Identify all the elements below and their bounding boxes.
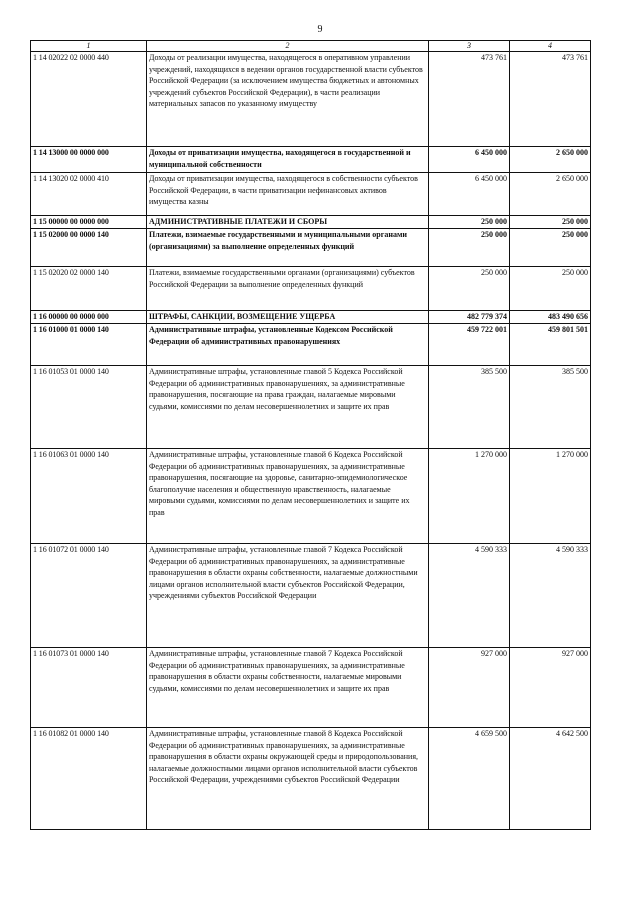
row-amount-2: 2 650 000 [510,147,591,173]
row-name: Доходы от приватизации имущества, находящегося в государственной и муниципальной собственности [147,147,429,173]
row-amount-2: 1 270 000 [510,449,591,544]
row-name: АДМИНИСТРАТИВНЫЕ ПЛАТЕЖИ И СБОРЫ [147,216,429,229]
column-header-name: 2 [147,41,429,52]
row-code: 1 16 01073 01 0000 140 [31,648,147,728]
row-name: Доходы от приватизации имущества, находящегося в собственности субъектов Российской Федерации, в части приватизации нефинансовых активов имущества казны [147,173,429,216]
row-code: 1 15 00000 00 0000 000 [31,216,147,229]
table-header-row [31,41,591,52]
column-header-amount-1: 3 [429,41,510,52]
row-name: Доходы от реализации имущества, находящегося в оперативном управлении учреждений, находящихся в ведении органов государственной власти субъектов Российской Федерации (за исключением имущества бюджетных и автономных учреждений субъектов Российской Федерации), в части реализации материальных запасов по указанному имуществу [147,52,429,147]
table-row [31,267,591,311]
row-amount-1: 482 779 374 [429,311,510,324]
row-amount-2: 483 490 656 [510,311,591,324]
table-row [31,147,591,173]
row-amount-1: 1 270 000 [429,449,510,544]
row-amount-1: 4 659 500 [429,728,510,830]
row-code: 1 16 01053 01 0000 140 [31,366,147,449]
table-row [31,229,591,267]
row-amount-1: 6 450 000 [429,147,510,173]
row-amount-1: 250 000 [429,267,510,311]
row-code: 1 16 01082 01 0000 140 [31,728,147,830]
row-name: Административные штрафы, установленные главой 8 Кодекса Российской Федерации об административных правонарушениях, за административные правонарушения в области охраны окружающей среды и природопользования, налагаемые должностными лицами органов исполнительной власти субъектов Российской Федерации, учреждениями субъектов Российской Федерации [147,728,429,830]
table-row [31,324,591,366]
column-header-amount-2: 4 [510,41,591,52]
row-name: Административные штрафы, установленные главой 7 Кодекса Российской Федерации об административных правонарушениях, за административные правонарушения в области охраны собственности, налагаемые мировыми судьями, комиссиями по делам несовершеннолетних и защите их прав [147,648,429,728]
table-row [31,216,591,229]
row-amount-2: 250 000 [510,216,591,229]
row-name: Административные штрафы, установленные главой 6 Кодекса Российской Федерации об административных правонарушениях, за административные правонарушения, посягающие на здоровье, санитарно-эпидемиологическое благополучие населения и общественную нравственность, налагаемые мировыми судьями, комиссиями по делам несовершеннолетних и защите их прав [147,449,429,544]
row-code: 1 15 02000 00 0000 140 [31,229,147,267]
row-name: Административные штрафы, установленные Кодексом Российской Федерации об административных правонарушениях [147,324,429,366]
column-header-code: 1 [31,41,147,52]
row-amount-2: 250 000 [510,267,591,311]
row-amount-1: 4 590 333 [429,544,510,648]
row-code: 1 14 13000 00 0000 000 [31,147,147,173]
row-amount-1: 250 000 [429,216,510,229]
row-name: Платежи, взимаемые государственными органами (организациями) субъектов Российской Федерации за выполнение определенных функций [147,267,429,311]
row-code: 1 16 01063 01 0000 140 [31,449,147,544]
row-name: ШТРАФЫ, САНКЦИИ, ВОЗМЕЩЕНИЕ УЩЕРБА [147,311,429,324]
table-row [31,52,591,147]
row-amount-2: 4 590 333 [510,544,591,648]
row-amount-2: 473 761 [510,52,591,147]
row-name: Административные штрафы, установленные главой 7 Кодекса Российской Федерации об административных правонарушениях, за административные правонарушения в области охраны собственности, налагаемые должностными лицами органов исполнительной власти субъектов Российской Федерации, учреждениями субъектов Российской Федерации [147,544,429,648]
table-row [31,311,591,324]
table-row [31,544,591,648]
row-code: 1 16 00000 00 0000 000 [31,311,147,324]
page-number: 9 [317,24,323,35]
table-row [31,366,591,449]
row-code: 1 16 01000 01 0000 140 [31,324,147,366]
row-amount-2: 2 650 000 [510,173,591,216]
row-amount-2: 459 801 501 [510,324,591,366]
row-code: 1 14 02022 02 0000 440 [31,52,147,147]
row-amount-1: 385 500 [429,366,510,449]
row-amount-1: 6 450 000 [429,173,510,216]
table-row [31,449,591,544]
row-name: Платежи, взимаемые государственными и муниципальными органами (организациями) за выполнение определенных функций [147,229,429,267]
table-row [31,173,591,216]
row-amount-1: 927 000 [429,648,510,728]
row-amount-2: 4 642 500 [510,728,591,830]
row-name: Административные штрафы, установленные главой 5 Кодекса Российской Федерации об административных правонарушениях, за административные правонарушения, посягающие на права граждан, налагаемые мировыми судьями, комиссиями по делам несовершеннолетних и защите их прав [147,366,429,449]
row-amount-1: 473 761 [429,52,510,147]
row-amount-1: 459 722 001 [429,324,510,366]
row-amount-2: 385 500 [510,366,591,449]
table-row [31,648,591,728]
row-code: 1 15 02020 02 0000 140 [31,267,147,311]
row-code: 1 14 13020 02 0000 410 [31,173,147,216]
table-row [31,728,591,830]
row-amount-1: 250 000 [429,229,510,267]
row-code: 1 16 01072 01 0000 140 [31,544,147,648]
row-amount-2: 250 000 [510,229,591,267]
row-amount-2: 927 000 [510,648,591,728]
budget-revenue-table [30,40,591,830]
